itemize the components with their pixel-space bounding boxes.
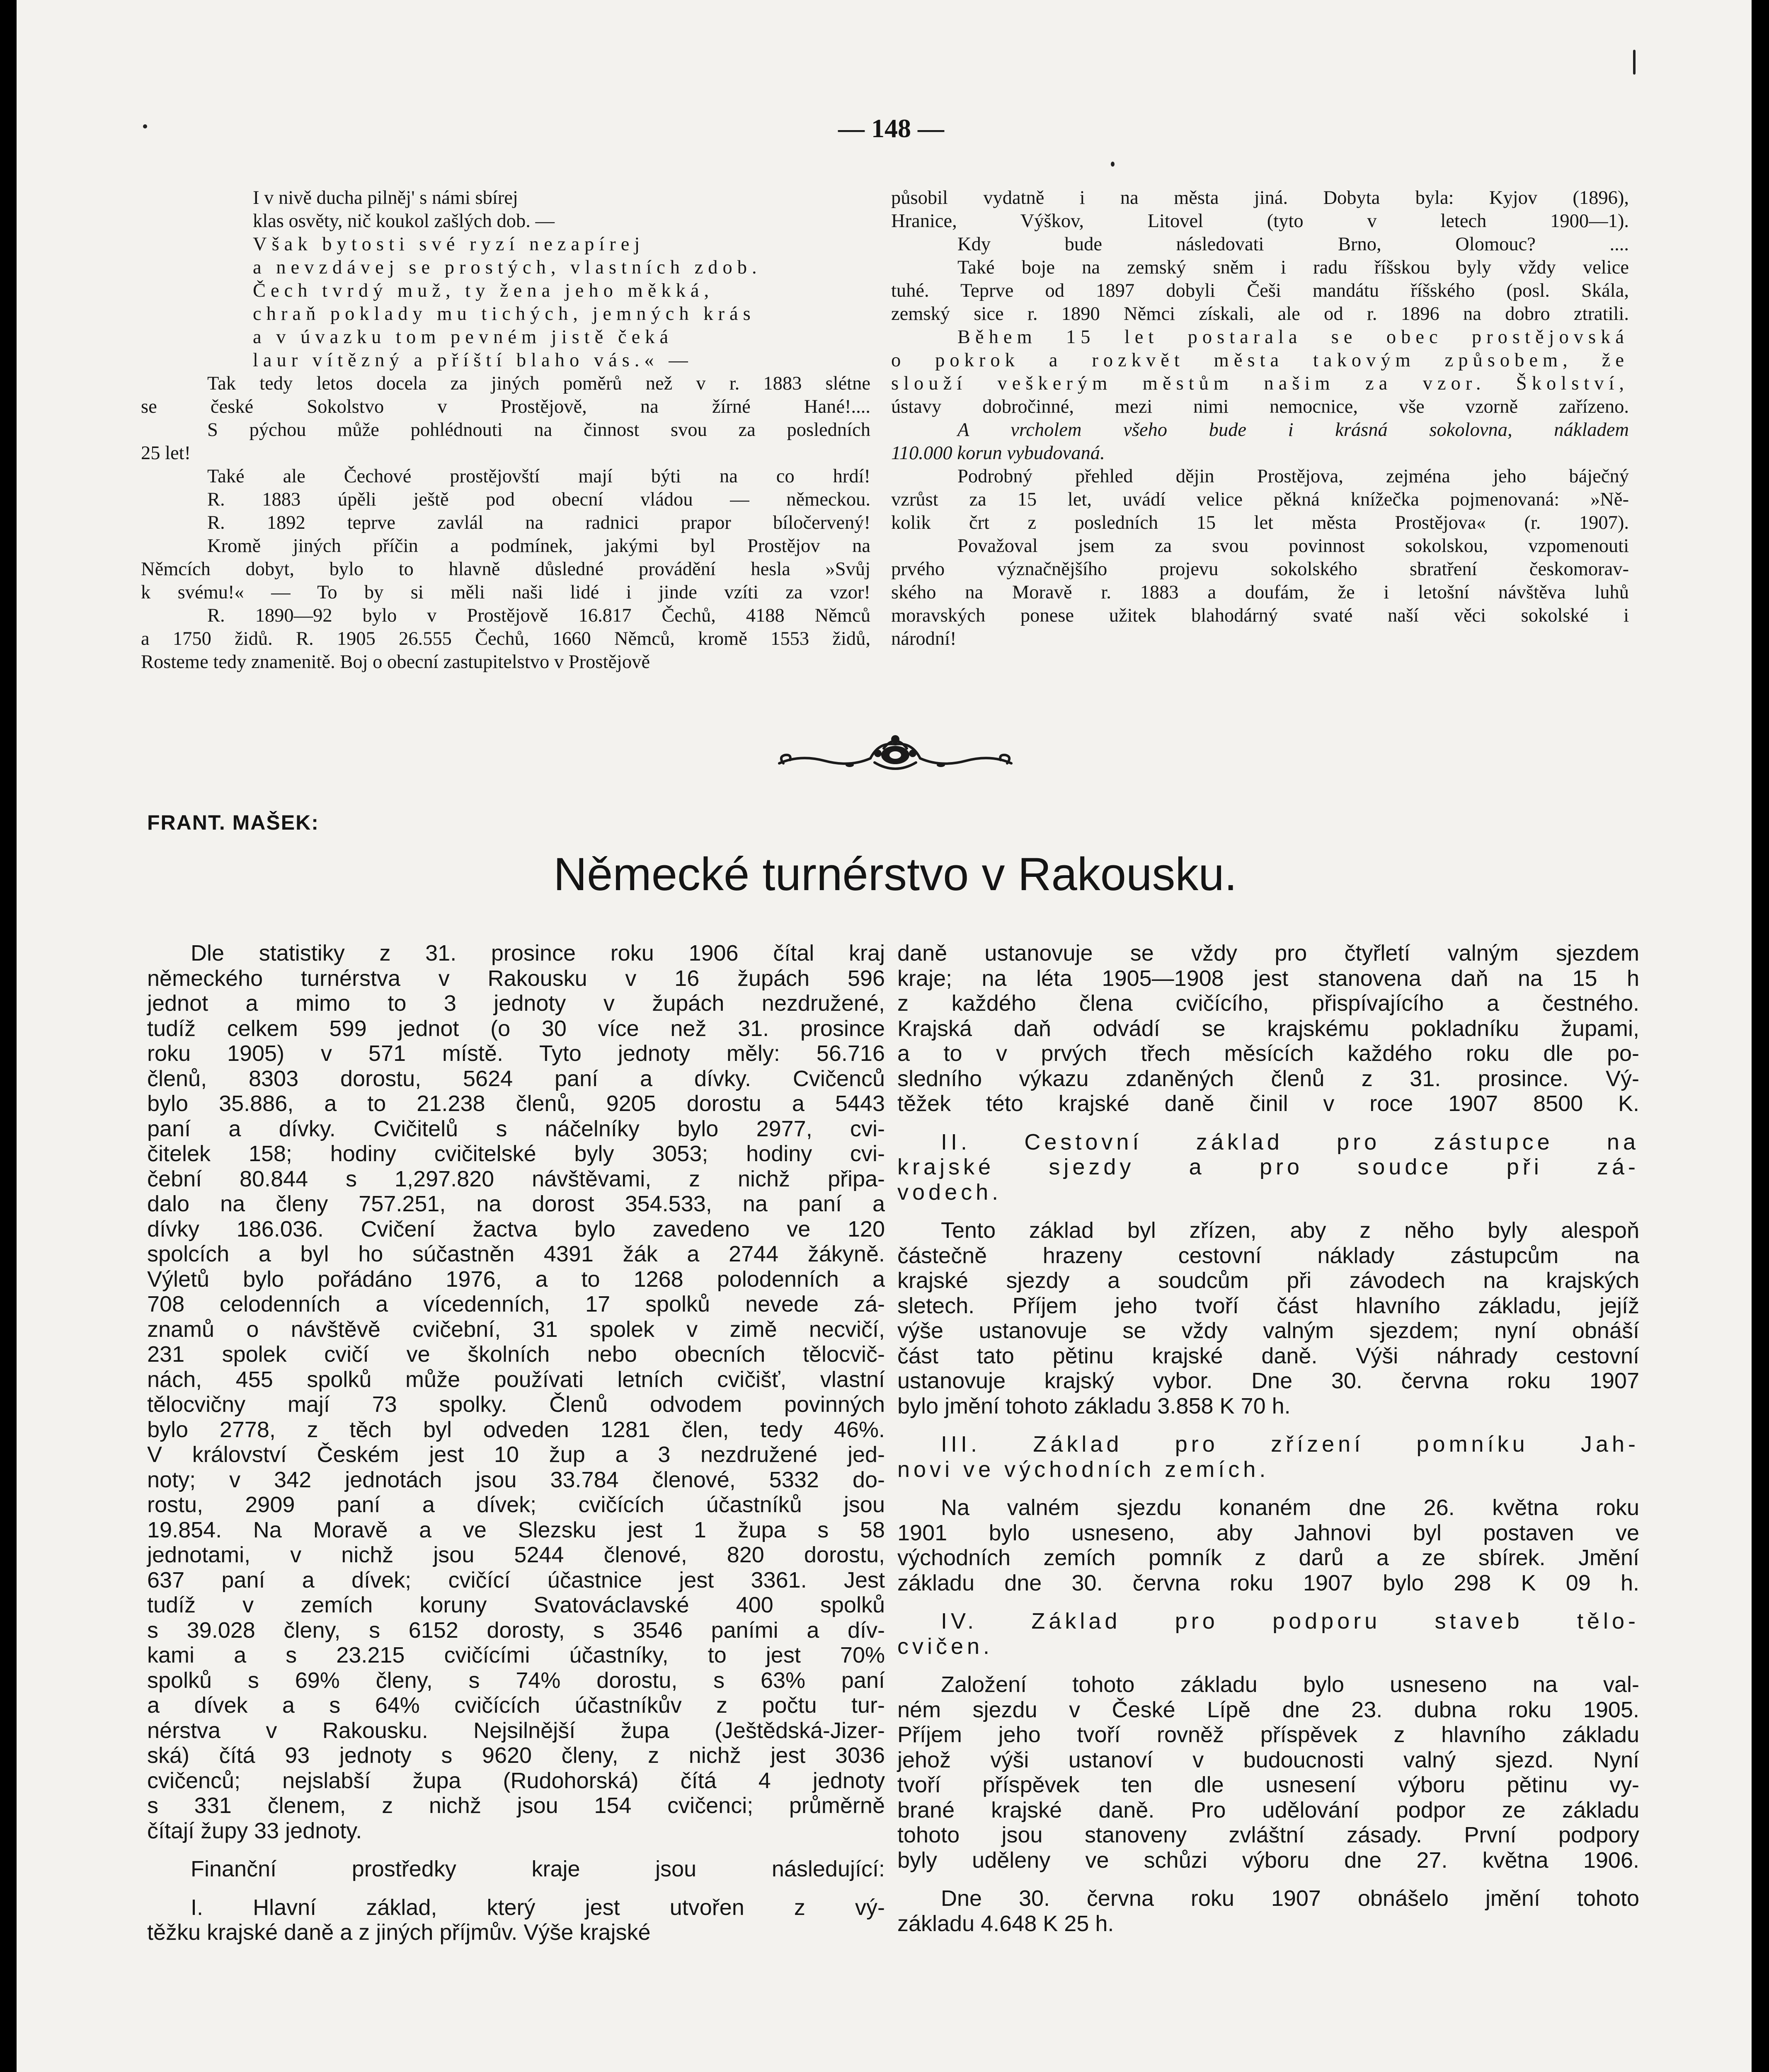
text-line: ústavy dobročinné, mezi nimi nemocnice, vše vzorně zařízeno. [891,396,1629,417]
text-line: byly uděleny ve schůzi výboru dne 27. května 1906. [897,1847,1639,1873]
text-line: roku 1905) v 571 místě. Tyto jednoty měly: 56.716 [147,1041,885,1066]
text-line: těžek této krajské daně činil v roce 1907 8500 K. [897,1091,1639,1116]
paragraph-gap [897,1873,1639,1886]
text-line: bylo 35.886, a to 21.238 členů, 9205 dorostu a 5443 [147,1091,885,1116]
paragraph-gap [897,1659,1639,1672]
text-line: Kdy bude následovati Brno, Olomouc? .... [957,234,1629,255]
paragraph-gap [897,1116,1639,1130]
text-line: S pýchou může pohlédnouti na činnost svou za posledních [207,419,870,441]
text-line: jednotami, v nichž jsou 5244 členové, 820 dorostu, [147,1542,885,1567]
text-line: Příjem jeho tvoří rovněž příspěvek z hlavního základu [897,1722,1639,1747]
text-line: prvého význačnějšího projevu sokolského sbratření českomorav- [891,559,1629,580]
article-right-column [897,941,1639,1936]
text-line: spolcích a byl ho súčastněn 4391 žák a 2744 žákyně. [147,1242,885,1266]
text-line: německého turnérstva v Rakousku v 16 župách 596 [147,966,885,991]
text-line: IV. Základ pro podporu staveb tělo- [941,1609,1639,1634]
text-line: členů, 8303 dorostu, 5624 paní a dívky. Cvičenců [147,1066,885,1091]
text-line: a dívek a s 64% cvičících účastníkův z počtu tur- [147,1693,885,1718]
text-line: bylo 2778, z těch byl odveden 1281 člen, tedy 46%. [147,1417,885,1442]
text-line: Finanční prostředky kraje jsou následující: [191,1857,885,1881]
text-line: Považoval jsem za svou povinnost sokolskou, vzpomenouti [957,535,1629,557]
text-line: tudíž celkem 599 jednot (o 30 více než 31. prosince [147,1016,885,1041]
text-line: 19.854. Na Moravě a ve Slezsku jest 1 župa s 58 [147,1517,885,1542]
text-line: Podrobný přehled dějin Prostějova, zejména jeho báječný [957,466,1629,487]
paragraph-gap [897,1482,1639,1495]
text-line: těžku krajské daně a z jiných příjmův. Výše krajské [147,1920,651,1945]
text-line: kolik črt z posledních 15 let města Prostějova« (r. 1907). [891,512,1629,533]
text-line: cvičenců; nejslabší župa (Rudohorská) čítá 4 jednoty [147,1768,885,1793]
article-left-column [147,941,885,1945]
top-right-column [891,186,1629,651]
text-line: Čech tvrdý muž, ty žena jeho měkká, [253,280,714,301]
text-line: cvičen. [897,1634,994,1659]
text-line: Hranice, Výškov, Litovel (tyto v letech 1900—1). [891,211,1629,232]
text-line: A vrcholem všeho bude i krásná sokolovna, nákladem [957,419,1629,441]
text-line: laur vítězný a příští blaho vás.« — [253,350,693,371]
text-line: brané krajské daně. Pro udělování podpor ze základu [897,1797,1639,1823]
text-line: jednot a mimo to 3 jednoty v župách nezdružené, [147,991,885,1016]
text-line: a nevzdávej se prostých, vlastních zdob. [253,257,762,278]
text-line: spolků s 69% členy, s 74% dorostu, s 63% paní [147,1668,885,1693]
text-line: z každého člena cvičícího, přispívajícího a čestného. [897,991,1639,1016]
paragraph-gap [897,1595,1639,1609]
text-line: kraje; na léta 1905—1908 jest stanovena daň na 15 h [897,966,1639,991]
text-line: tuhé. Teprve od 1897 dobyli Češi mandátu říšského (posl. Skála, [891,280,1629,301]
text-line: ského na Moravě r. 1883 a doufám, že i letošní návštěva luhů [891,582,1629,603]
ornament-divider [775,729,1015,783]
print-speck [1111,162,1115,167]
text-line: tvoří příspěvek ten dle usnesení výboru pětinu vy- [897,1772,1639,1797]
text-line: sletech. Příjem jeho tvoří část hlavního základu, jejíž [897,1293,1639,1318]
text-line: národní! [891,628,957,649]
text-line: R. 1892 teprve zavlál na radnici prapor bíločervený! [207,512,870,533]
text-line: III. Základ pro zřízení pomníku Jah- [941,1432,1639,1457]
text-line: Němcích dobyt, bylo to hlavně důsledné provádění hesla »Svůj [141,559,870,580]
text-line: bylo jmění tohoto základu 3.858 K 70 h. [897,1393,1291,1418]
text-line: krajské sjezdy a soudcům při závodech na krajských [897,1268,1639,1293]
page-number: — 148 — [838,114,944,143]
text-line: Rosteme tedy znamenitě. Boj o obecní zastupitelstvo v Prostějově [141,651,650,673]
paragraph-gap [897,1205,1639,1218]
text-line: 637 paní a dívek; cvičící účastnice jest 3361. Jest [147,1567,885,1593]
text-line: moravských ponese užitek blahodárný svaté naší věci sokolské i [891,605,1629,626]
text-line: Krajská daň odvádí se krajskému pokladníku župami, [897,1016,1639,1041]
text-line: Také boje na zemský sněm i radu říšskou byly vždy velice [957,257,1629,278]
text-line: tudíž v zemích koruny Svatováclavské 400 spolků [147,1593,885,1617]
text-line: klas osvěty, nič koukol zašlých dob. — [253,211,555,232]
text-line: čitelek 158; hodiny cvičitelské byly 3053; hodiny cvi- [147,1141,885,1166]
text-line: Založení tohoto základu bylo usneseno na val- [941,1672,1639,1697]
text-line: noty; v 342 jednotách jsou 33.784 členové, 5332 do- [147,1467,885,1492]
text-line: k svému!« — To by si měli naši lidé i jinde vzíti za vzor! [141,582,870,603]
text-line: tělocvičny mají 73 spolky. Členů odvodem povinných [147,1392,885,1417]
text-line: daně ustanovuje se vždy pro čtyřletí valným sjezdem [897,941,1639,966]
text-line: nérstva v Rakousku. Nejsilnější župa (Ještědská-Jizer- [147,1718,885,1743]
text-line: chraň poklady mu tichých, jemných krás [253,303,756,324]
text-line: východních zemích pomník z darů a ze sbírek. Jmění [897,1545,1639,1570]
paragraph-gap [147,1843,885,1857]
text-line: výše ustanovuje se vždy valným sjezdem; nyní obnáší [897,1318,1639,1343]
text-line: novi ve východních zemích. [897,1457,1270,1482]
text-line: nách, 455 spolků může používati letních cvičišť, vlastní [147,1367,885,1392]
paragraph-gap [897,1418,1639,1432]
text-line: R. 1890—92 bylo v Prostějově 16.817 Čechů, 4188 Němců [207,605,870,626]
text-line: I v nivě ducha pilněj' s námi sbírej [253,187,518,208]
text-line: čítají župy 33 jednoty. [147,1818,362,1843]
paragraph-gap [147,1882,885,1895]
text-line: s 331 členem, z nichž jsou 154 cvičenci; průměrně [147,1793,885,1818]
text-line: znamů o návštěvě cvičební, 31 spolek v zimě necvičí, [147,1317,885,1342]
text-line: Tento základ byl zřízen, aby z něho byly alespoň [941,1218,1639,1243]
text-line: jehož výši ustanoví v budoucnosti valný sjezd. Nyní [897,1747,1639,1772]
text-line: zemský sice r. 1890 Němci získali, ale od r. 1896 na dobro ztratili. [891,303,1629,324]
print-speck [143,124,147,128]
text-line: kami a s 23.215 cvičícími účastníky, to jest 70% [147,1643,885,1668]
text-line: ská) čítá 93 jednoty s 9620 členy, z nichž jest 3036 [147,1743,885,1768]
text-line: o pokrok a rozkvět města takovým způsobem, že [891,350,1629,371]
text-line: krajské sjezdy a pro soudce při zá- [897,1155,1639,1179]
text-line: částečně hrazeny cestovní náklady zástupcům na [897,1243,1639,1268]
page [17,0,1752,2072]
text-line: sledního výkazu zdaněných členů z 31. prosince. Vý- [897,1066,1639,1091]
text-line: a 1750 židů. R. 1905 26.555 Čechů, 1660 Němců, kromě 1553 židů, [141,628,870,649]
text-line: 110.000 korun vybudovaná. [891,443,1105,464]
text-line: 231 spolek cvičí ve školních nebo obecních tělocvič- [147,1342,885,1367]
text-line: I. Hlavní základ, který jest utvořen z vý- [191,1895,885,1920]
text-line: dívky 186.036. Cvičení žactva bylo zavedeno ve 120 [147,1216,885,1242]
print-speck [1633,50,1636,75]
text-line: vodech. [897,1179,1002,1205]
text-line: se české Sokolstvo v Prostějově, na žírné Hané!.... [141,396,870,417]
text-line: základu 4.648 K 25 h. [897,1911,1114,1936]
article-title: Německé turnérstvo v Rakousku. [553,848,1237,900]
text-line: II. Cestovní základ pro zástupce na [941,1129,1639,1155]
text-line: Dle statistiky z 31. prosince roku 1906 čítal kraj [191,941,885,966]
text-line: Však bytosti své ryzí nezapírej [253,234,645,255]
text-line: Dne 30. června roku 1907 obnášelo jmění tohoto [941,1886,1639,1911]
text-line: Na valném sjezdu konaném dne 26. května roku [941,1495,1639,1520]
text-line: Během 15 let postarala se obec prostějovská [957,327,1629,348]
text-line: 1901 bylo usneseno, aby Jahnovi byl postaven ve [897,1520,1639,1545]
text-line: část tato pětinu krajské daně. Výši náhrady cestovní [897,1343,1639,1368]
text-line: dalo na členy 757.251, na dorost 354.533, na paní a [147,1191,885,1216]
text-line: a v úvazku tom pevném jistě čeká [253,327,674,348]
text-line: čební 80.844 s 1,297.820 návštěvami, z nichž připa- [147,1166,885,1191]
text-line: vzrůst za 15 let, uvádí velice pěkná knížečka pojmenovaná: »Ně- [891,489,1629,510]
text-line: Výletů bylo pořádáno 1976, a to 1268 polodenních a [147,1266,885,1292]
top-left-column [141,186,870,674]
text-line: slouží veškerým městům našim za vzor. Školství, [891,373,1629,394]
text-line: Kromě jiných příčin a podmínek, jakými byl Prostějov na [207,535,870,557]
text-line: paní a dívky. Cvičitelů s náčelníky bylo 2977, cvi- [147,1116,885,1141]
text-line: 25 let! [141,443,191,464]
text-line: s 39.028 členy, s 6152 dorosty, s 3546 paními a dív- [147,1617,885,1643]
text-line: Také ale Čechové prostějovští mají býti na co hrdí! [207,466,870,487]
text-line: působil vydatně i na města jiná. Dobyta byla: Kyjov (1896), [891,187,1629,208]
text-line: a to v prvých třech měsících každého roku dle po- [897,1041,1639,1066]
article-author: FRANT. MAŠEK: [147,811,319,834]
text-line: Tak tedy letos docela za jiných poměrů než v r. 1883 slétne [207,373,870,394]
text-line: tohoto jsou stanoveny zvláštní zásady. První podpory [897,1823,1639,1847]
text-line: V království Českém jest 10 žup a 3 nezdružené jed- [147,1442,885,1467]
text-line: 708 celodenních a vícedenních, 17 spolků nevede zá- [147,1292,885,1317]
text-line: ném sjezdu v České Lípě dne 23. dubna roku 1905. [897,1697,1639,1722]
text-line: R. 1883 úpěli ještě pod obecní vládou — německou. [207,489,870,510]
text-line: základu dne 30. června roku 1907 bylo 298 K 09 h. [897,1570,1639,1595]
text-line: ustanovuje krajský vybor. Dne 30. června roku 1907 [897,1368,1639,1393]
text-line: rostu, 2909 paní a dívek; cvičících účastníků jsou [147,1492,885,1517]
